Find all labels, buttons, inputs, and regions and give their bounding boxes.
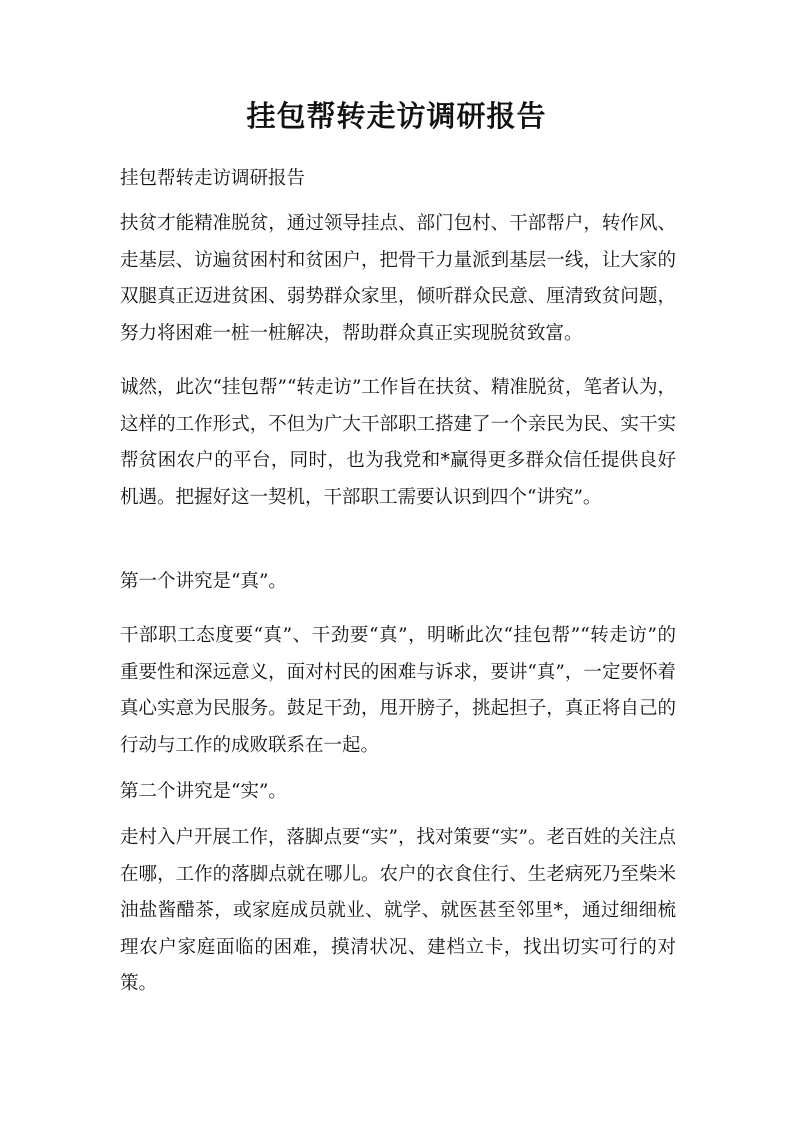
paragraph-intro: 扶贫才能精准脱贫，通过领导挂点、部门包村、干部帮户，转作风、走基层、访遍贫困村和贫困户，把骨干力量派到基层一线，让大家的双腿真正迈进贫困、弱势群众家里，倾听群众民意、厘清致贫问题，努力将困难一桩一桩解决，帮助群众真正实现脱贫致富。 — [120, 213, 676, 344]
paragraph-first-principle: 干部职工态度要“真”、干劲要“真”，明晰此次“挂包帮”“转走访”的重要性和深远意义，面对村民的困难与诉求，要讲“真”，一定要怀着真心实意为民服务。鼓足干劲，甩开膀子，挑起担子，真正将自己的行动与工作的成败联系在一起。 — [120, 625, 676, 756]
paragraph-second-principle: 走村入户开展工作，落脚点要“实”，找对策要“实”。老百姓的关注点在哪，工作的落脚点就在哪儿。农户的衣食住行、生老病死乃至柴米油盐酱醋茶，或家庭成员就业、就学、就医甚至邻里*，通过细细梳理农户家庭面临的困难，摸清状况、建档立卡，找出切实可行的对策。 — [120, 827, 676, 995]
document-subtitle: 挂包帮转走访调研报告 — [120, 168, 306, 189]
paragraph-four-principles: 诚然，此次“挂包帮”“转走访”工作旨在扶贫、精准脱贫，笔者认为，这样的工作形式，不但为广大干部职工搭建了一个亲民为民、实干实帮贫困农户的平台，同时，也为我党和*赢得更多群众信任提供良好机遇。把握好这一契机，干部职工需要认识到四个“讲究”。 — [120, 377, 676, 508]
heading-second-principle: 第二个讲究是“实”。 — [120, 781, 287, 802]
document-title: 挂包帮转走访调研报告 — [246, 99, 547, 133]
heading-first-principle: 第一个讲究是“真”。 — [120, 571, 287, 592]
